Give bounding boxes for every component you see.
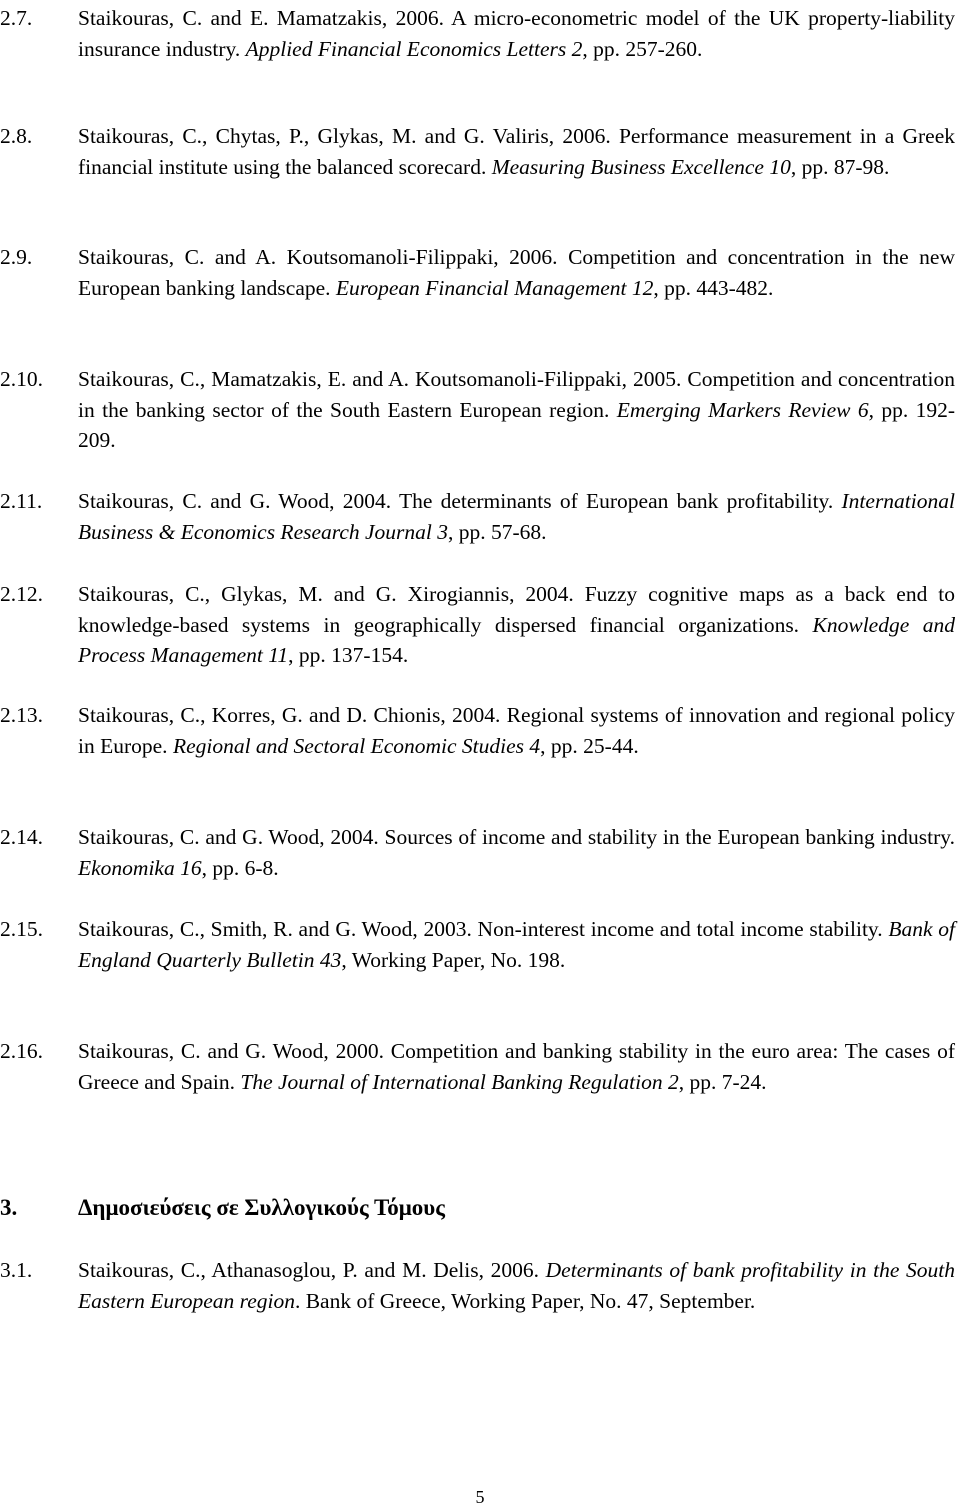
- reference-number: 2.14.: [0, 825, 43, 849]
- reference-number: 2.7.: [0, 6, 33, 30]
- reference-pages: , pp. 137-154.: [288, 643, 409, 667]
- reference-pages: , pp. 25-44.: [540, 733, 639, 758]
- reference-authors: Staikouras, C., Glykas, M. and G. Xirogiannis, 2004.: [78, 582, 585, 606]
- reference-text: [78, 1255, 955, 1316]
- reference-authors: Staikouras, C. and E. Mamatzakis, 2006.: [78, 6, 452, 30]
- reference-number: 2.10.: [0, 367, 43, 391]
- reference-pages: , pp. 257-260.: [582, 36, 703, 61]
- reference-text: [78, 700, 955, 761]
- reference-title: Performance measurement in a Greek financial institute using the balanced scorecard.: [78, 124, 955, 179]
- reference-number: 2.8.: [0, 124, 33, 148]
- section-title: Δημοσιεύσεις σε Συλλογικούς Τόμους: [78, 1195, 445, 1220]
- reference-title: The determinants of European bank profitability.: [398, 489, 842, 513]
- reference-number: 2.16.: [0, 1039, 43, 1063]
- reference-pages: , pp. 192-209.: [78, 397, 955, 452]
- reference-number: 2.15.: [0, 917, 43, 941]
- page-number: 5: [475, 1487, 485, 1507]
- reference-journal: International Business & Economics Research Journal 3: [78, 489, 955, 544]
- reference-text: [78, 579, 955, 671]
- reference-title: Competition and banking stability in the euro area: The cases of Greece and Spain.: [78, 1039, 955, 1094]
- reference-title: Sources of income and stability in the European banking industry.: [384, 825, 956, 849]
- reference-text: [78, 1036, 955, 1097]
- reference-title: Regional systems of innovation and regional policy in Europe.: [78, 703, 955, 758]
- reference-title: Fuzzy cognitive maps as a back end to knowledge-based systems in geographically dispersed financial organizations.: [78, 582, 955, 637]
- reference-number: 2.11.: [0, 489, 43, 513]
- section-number: 3.: [0, 1195, 18, 1220]
- reference-authors: Staikouras, C. and G. Wood, 2000.: [78, 1039, 391, 1063]
- reference-journal: Bank of England Quarterly Bulletin 43: [78, 917, 956, 972]
- reference-pages: , pp. 87-98.: [790, 154, 890, 179]
- reference-text: [78, 3, 955, 64]
- reference-authors: Staikouras, C., Athanasoglou, P. and M. Delis, 2006.: [78, 1258, 546, 1282]
- reference-journal: Emerging Markers Review 6: [616, 397, 869, 422]
- reference-journal: European Financial Management 12: [335, 275, 654, 300]
- reference-text: [78, 121, 955, 182]
- reference-text: [78, 364, 955, 456]
- reference-number: 2.12.: [0, 582, 43, 606]
- reference-pages: , pp. 6-8.: [201, 855, 279, 880]
- reference-text: [78, 242, 955, 303]
- reference-text: [78, 486, 955, 547]
- reference-number: 3.1.: [0, 1258, 33, 1282]
- reference-title: Competition and concentration in the new European banking landscape.: [78, 245, 955, 300]
- reference-pages: , pp. 57-68.: [448, 519, 547, 544]
- reference-journal: Knowledge and Process Management 11: [78, 612, 955, 667]
- reference-number: 2.9.: [0, 245, 33, 269]
- reference-title: Competition and concentration in the banking sector of the South Eastern European region.: [78, 367, 955, 422]
- reference-journal: Applied Financial Economics Letters 2: [245, 36, 583, 61]
- reference-authors: Staikouras, C. and G. Wood, 2004.: [78, 489, 399, 513]
- reference-publisher: . Bank of Greece, Working Paper, No. 47, September.: [294, 1288, 756, 1313]
- reference-text: [78, 914, 955, 975]
- reference-journal: Measuring Business Excellence 10: [491, 154, 791, 179]
- reference-text: [78, 822, 955, 883]
- reference-journal: Ekonomika 16: [78, 855, 202, 880]
- reference-authors: Staikouras, C., Chytas, P., Glykas, M. and G. Valiris, 2006.: [78, 124, 619, 148]
- reference-pages: , Working Paper, No. 198.: [341, 947, 566, 972]
- reference-title: A micro-econometric model of the UK property-liability insurance industry.: [78, 6, 956, 61]
- reference-journal: Regional and Sectoral Economic Studies 4: [172, 733, 541, 758]
- reference-journal: The Journal of International Banking Regulation 2: [240, 1069, 679, 1094]
- reference-number: 2.13.: [0, 703, 43, 727]
- reference-authors: Staikouras, C. and G. Wood, 2004.: [78, 825, 385, 849]
- reference-authors: Staikouras, C., Korres, G. and D. Chionis, 2004.: [78, 703, 507, 727]
- reference-title: Determinants of bank profitability in the South Eastern European region: [78, 1258, 955, 1313]
- reference-title: Non-interest income and total income stability.: [477, 917, 889, 941]
- reference-pages: , pp. 7-24.: [678, 1069, 767, 1094]
- reference-pages: , pp. 443-482.: [653, 275, 774, 300]
- reference-authors: Staikouras, C. and A. Koutsomanoli-Filippaki, 2006.: [78, 245, 569, 269]
- reference-authors: Staikouras, C., Mamatzakis, E. and A. Koutsomanoli-Filippaki, 2005.: [78, 367, 688, 391]
- reference-authors: Staikouras, C., Smith, R. and G. Wood, 2003.: [78, 917, 478, 941]
